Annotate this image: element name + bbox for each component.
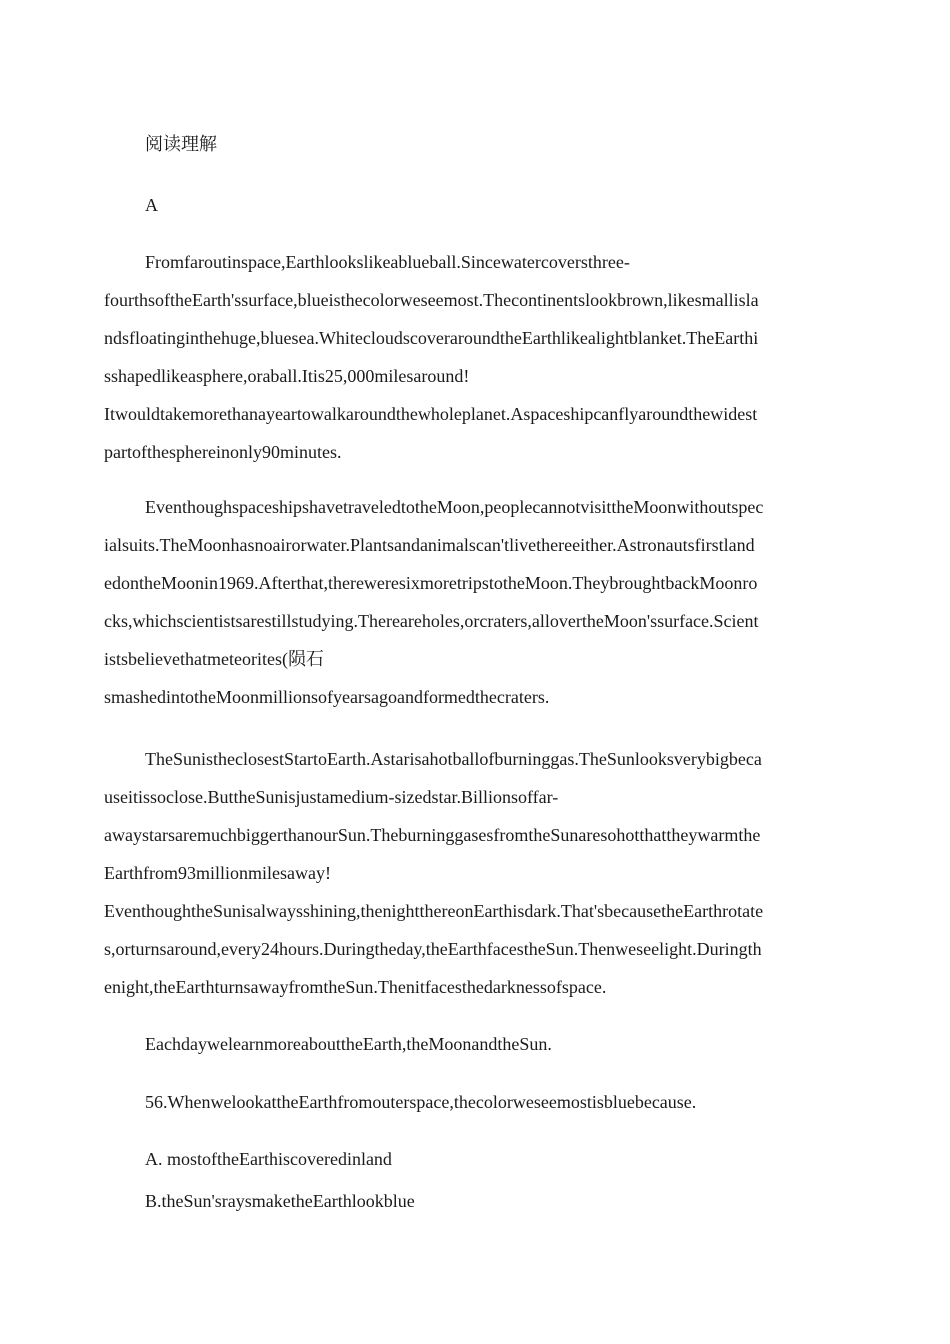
paragraph-3-line: s,orturnsaround,every24hours.Duringtheday,theEarthfacestheSun.Thenweseelight.Duringth (104, 939, 762, 959)
paragraph-1-line: sshapedlikeasphere,oraball.Itis25,000milesaround! (104, 366, 470, 386)
paragraph-4-line: EachdaywelearnmoreabouttheEarth,theMoonandtheSun. (145, 1034, 552, 1054)
paragraph-2-line: cks,whichscientistsarestillstudying.Thereareholes,orcraters,allovertheMoon'ssurface.Scient (104, 611, 759, 631)
section-heading: 阅读理解 (145, 134, 217, 154)
paragraph-2-line: edontheMoonin1969.Afterthat,thereweresixmoretripstotheMoon.TheybroughtbackMoonro (104, 573, 758, 593)
answer-option: A. mostoftheEarthiscoveredinland (145, 1149, 392, 1169)
paragraph-3-line: enight,theEarthturnsawayfromtheSun.Thenitfacesthedarknessofspace. (104, 977, 607, 997)
paragraph-3-line: EventhoughtheSunisalwaysshining,thenightthereonEarthisdark.That'sbecausetheEarthrotate (104, 901, 764, 921)
paragraph-1-line: partofthesphereinonly90minutes. (104, 442, 342, 462)
paragraph-3-line: useitissoclose.ButtheSunisjustamedium-sizedstar.Billionsoffar- (104, 787, 559, 807)
passage-label: A (145, 195, 158, 215)
question-stem: 56.WhenwelookattheEarthfromouterspace,thecolorweseemostisbluebecause. (145, 1092, 697, 1112)
paragraph-3-line: TheSunistheclosestStartoEarth.Astarisahotballofburninggas.TheSunlooksverybigbeca (145, 749, 762, 769)
paragraph-1-line: Itwouldtakemorethanayeartowalkaroundthewholeplanet.Aspaceshipcanflyaroundthewidest (104, 404, 758, 424)
paragraph-1-line: ndsfloatinginthehuge,bluesea.WhitecloudscoveraroundtheEarthlikealightblanket.TheEarthi (104, 328, 759, 348)
paragraph-2-line: EventhoughspaceshipshavetraveledtotheMoon,peoplecannotvisittheMoonwithoutspec (145, 497, 764, 517)
paragraph-1-line: fourthsoftheEarth'ssurface,blueisthecolorweseemost.Thecontinentslookbrown,likesmallisla (104, 290, 759, 310)
paragraph-3-line: Earthfrom93millionmilesaway! (104, 863, 331, 883)
paragraph-1-line: Fromfaroutinspace,Earthlookslikeablueball.Sincewatercoversthree- (145, 252, 630, 272)
paragraph-3-line: awaystarsaremuchbiggerthanourSun.TheburninggasesfromtheSunaresohotthattheywarmthe (104, 825, 761, 845)
paragraph-2-line: istsbelievethatmeteorites(陨石 (104, 649, 324, 669)
paragraph-2-line: ialsuits.TheMoonhasnoairorwater.Plantsandanimalscan'tlivethereeither.Astronautsfirstland (104, 535, 755, 555)
answer-option: B.theSun'sraysmaketheEarthlookblue (145, 1191, 415, 1211)
paragraph-2-line: smashedintotheMoonmillionsofyearsagoandformedthecraters. (104, 687, 550, 707)
